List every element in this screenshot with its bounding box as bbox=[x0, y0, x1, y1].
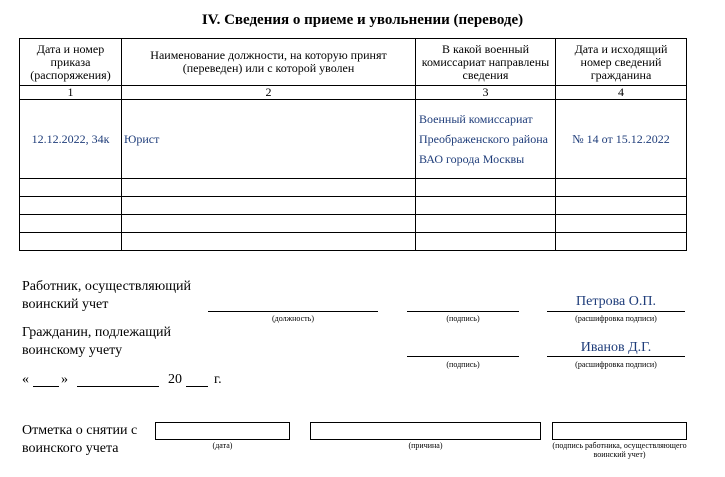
removal-signature-box[interactable] bbox=[552, 422, 687, 440]
removal-label: Отметка о снятии с воинского учета bbox=[22, 423, 138, 456]
caption-signature: (подпись) bbox=[446, 314, 480, 323]
removal-reason-box[interactable] bbox=[310, 422, 541, 440]
header-order: Дата и номер приказа (распоряжения) bbox=[20, 39, 122, 86]
column-number-row bbox=[20, 86, 687, 100]
caption-date: (дата) bbox=[212, 441, 233, 450]
employee-signature-line[interactable] bbox=[407, 311, 519, 312]
caption-decode: (расшифровка подписи) bbox=[575, 360, 657, 369]
employee-decode-line[interactable] bbox=[547, 311, 685, 312]
header-outgoing: Дата и исходящий номер сведений гражданина bbox=[556, 39, 687, 86]
caption-reason: (причина) bbox=[408, 441, 443, 450]
records-table bbox=[19, 38, 687, 251]
cell-outgoing[interactable]: № 14 от 15.12.2022 bbox=[556, 100, 687, 179]
employee-position-line[interactable] bbox=[208, 311, 378, 312]
col-number: 1 bbox=[20, 86, 122, 100]
table-header-row bbox=[20, 39, 687, 86]
cell-commissariat[interactable]: Военный комиссариат Преображенского района ВАО города Москвы bbox=[416, 100, 556, 179]
table-row bbox=[20, 100, 687, 179]
header-commissariat: В какой военный комиссариат направлены сведения bbox=[416, 39, 556, 86]
caption-decode: (расшифровка подписи) bbox=[575, 314, 657, 323]
citizen-name: Иванов Д.Г. bbox=[580, 340, 652, 355]
table-row-empty bbox=[20, 197, 687, 215]
caption-signature: (подпись) bbox=[446, 360, 480, 369]
cell-order[interactable]: 12.12.2022, 34к bbox=[20, 100, 122, 179]
col-number: 4 bbox=[556, 86, 687, 100]
year-prefix: 20 bbox=[168, 372, 182, 387]
col-number: 3 bbox=[416, 86, 556, 100]
caption-removal-signature: (подпись работника, осуществляющего воинский учет) bbox=[552, 441, 687, 459]
col-number: 2 bbox=[122, 86, 416, 100]
quote-close: » bbox=[61, 372, 68, 387]
removal-date-box[interactable] bbox=[155, 422, 290, 440]
table-row-empty bbox=[20, 179, 687, 197]
employee-name: Петрова О.П. bbox=[576, 294, 656, 309]
year-suffix: г. bbox=[214, 372, 222, 387]
day-line[interactable] bbox=[33, 386, 59, 387]
cell-position[interactable]: Юрист bbox=[122, 100, 416, 179]
section-title: IV. Сведения о приеме и увольнении (переводе) bbox=[201, 12, 524, 28]
month-line[interactable] bbox=[77, 386, 159, 387]
citizen-label: Гражданин, подлежащий воинскому учету bbox=[22, 325, 171, 358]
header-position: Наименование должности, на которую принят (переведен) или с которой уволен bbox=[122, 39, 416, 86]
table-row-empty bbox=[20, 215, 687, 233]
year-line[interactable] bbox=[186, 386, 208, 387]
employee-label: Работник, осуществляющий воинский учет bbox=[22, 279, 191, 312]
quote-open: « bbox=[22, 372, 29, 387]
caption-position: (должность) bbox=[272, 314, 314, 323]
citizen-decode-line[interactable] bbox=[547, 356, 685, 357]
table-row-empty bbox=[20, 233, 687, 251]
citizen-signature-line[interactable] bbox=[407, 356, 519, 357]
